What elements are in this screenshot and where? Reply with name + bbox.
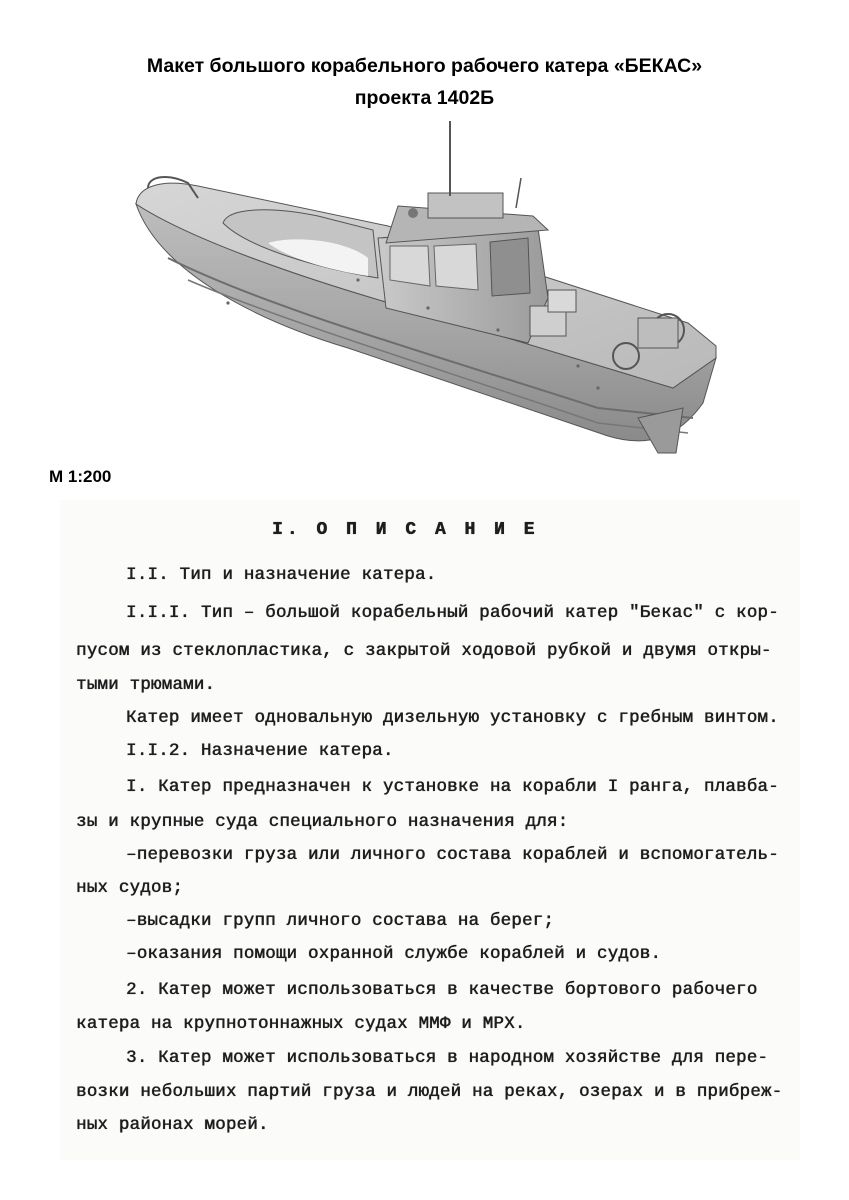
doc-line: ных районах морей. [76,1115,269,1135]
doc-line: пусом из стеклопластика, с закрытой ходовой рубкой и двумя откры- [76,641,772,661]
page-title [0,50,849,114]
title-line-1: Макет большого корабельного рабочего катера «БЕКАС» [146,55,703,77]
doc-line: –оказания помощи охранной службе кораблей и судов. [126,944,662,964]
doc-line: –высадки групп личного состава на берег; [126,911,555,931]
doc-line: катера на крупнотоннажных судах ММФ и МРХ. [76,1014,526,1034]
doc-line: I.I.2. Назначение катера. [126,741,394,761]
doc-line: тыми трюмами. [76,675,216,695]
doc-line: ных судов; [76,878,184,898]
doc-line: зы и крупные суда специального назначения для: [76,812,569,832]
title-line-2: проекта 1402Б [354,87,495,109]
boat-model-render [128,118,728,463]
doc-line: 2. Катер может использоваться в качестве бортового рабочего [126,980,758,1000]
doc-line: I.I.I. Тип – большой корабельный рабочий катер "Бекас" с кор- [126,603,779,623]
doc-line: возки небольших партий груза и людей на реках, озерах и в прибреж- [76,1082,783,1102]
doc-line: I. Катер предназначен к установке на корабли I ранга, плавба- [126,777,779,797]
doc-line: I.I. Тип и назначение катера. [126,565,437,585]
doc-heading: I. О П И С А Н И Е [272,520,539,540]
scale-label: М 1:200 [49,467,112,486]
doc-line: –перевозки груза или личного состава кораблей и вспомогатель- [126,845,779,865]
doc-line: 3. Катер может использоваться в народном хозяйстве для пере- [126,1048,769,1068]
doc-line: Катер имеет одновальную дизельную установку с гребным винтом. [126,708,779,728]
